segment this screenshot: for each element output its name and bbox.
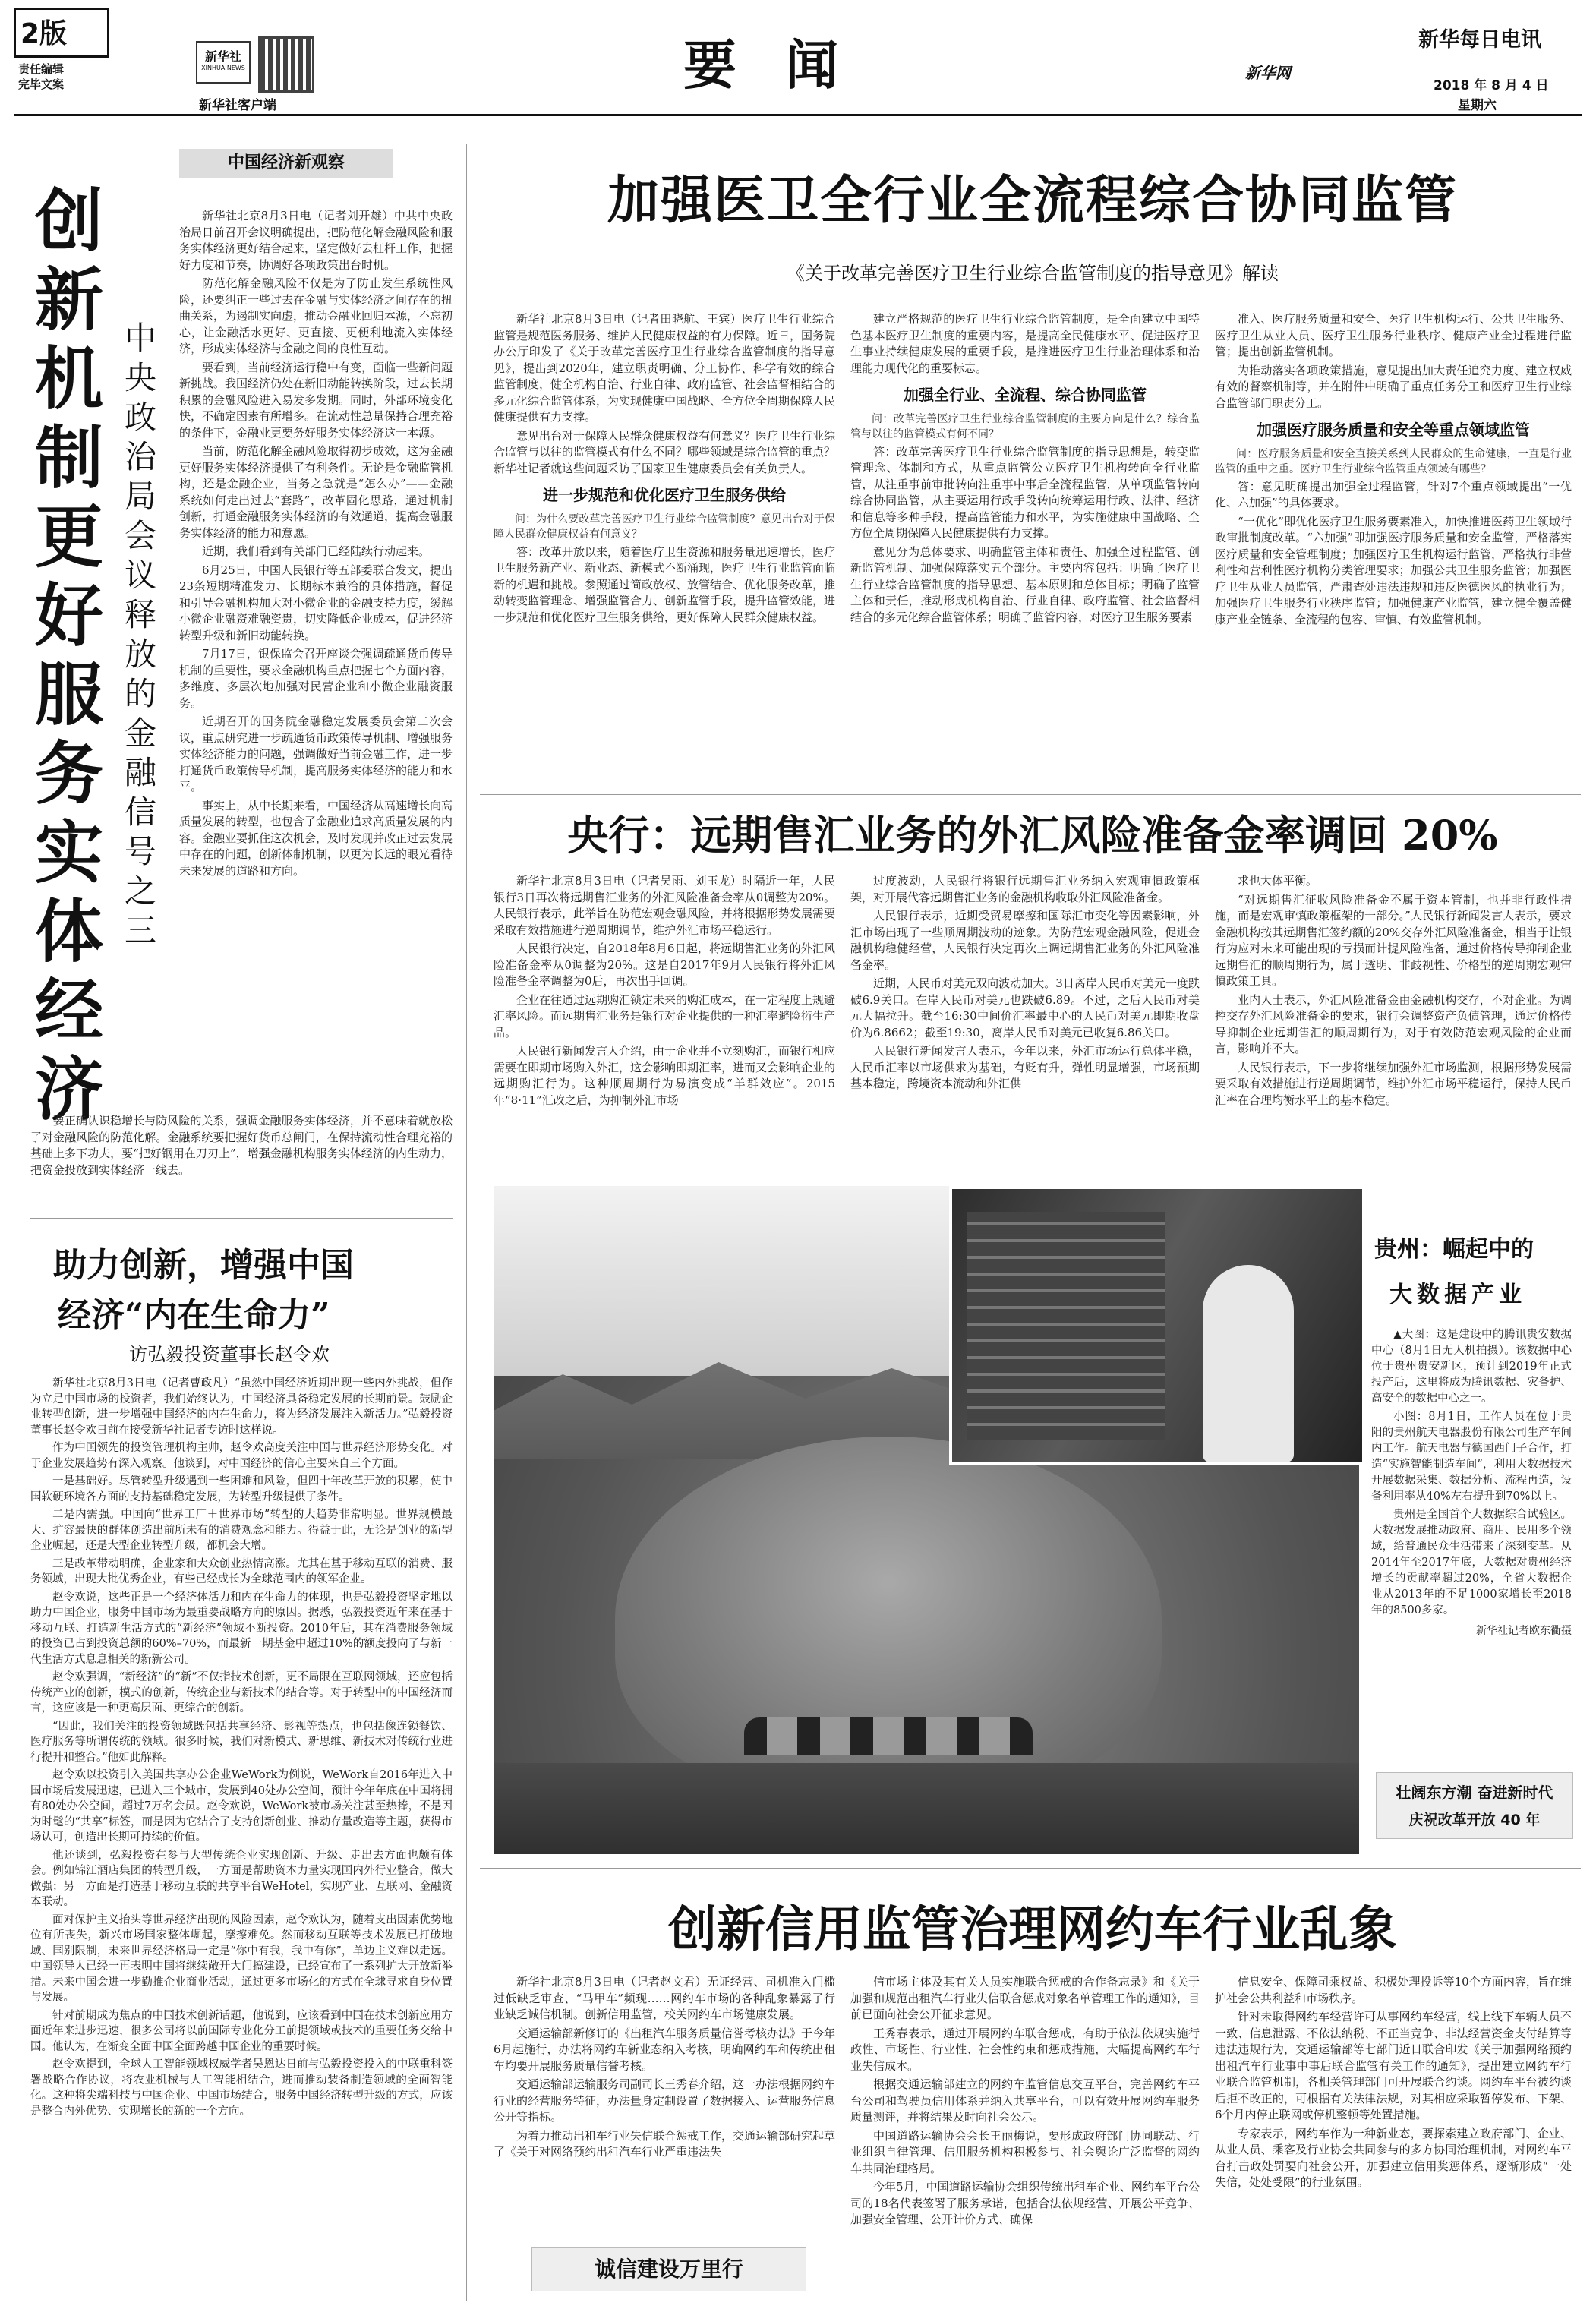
proof-label: 完毕文案: [18, 77, 65, 91]
photo-credit: 新华社记者欧东衢摄: [1476, 1625, 1572, 1637]
page-number-box: [14, 8, 109, 58]
left-divider: [30, 1218, 453, 1219]
bottom-col-3: 信息安全、保障司乘权益、积极处理投诉等10个方面内容，旨在维护社会公共利益和市场秩序。 针对未取得网约车经营许可从事网约车经营，线上线下车辆人员不一致、信息泄露、不依法纳税、不正当竞争、非法经营资金支付结算等违法违规行为，交通运输部等七部门近日联合印发《关于加强网络预约出租汽车行业事中事后联合监管有关工作的通知》，提出建立网约车行业联合监管机制，各相关管理部门可开展联合约谈。网约车平台被约谈后拒不改正的，可根据有关法律法规，对其相应采取暂停发布、下架、6个月内停止联网或停机整顿等处置措施。 专家表示，网约车作为一种新业态，要探索建立政府部门、企业、从业人员、乘客及行业协会共同参与的多方协同治理机制，对网约车平台打击政处罚要向社会公开，加强建立信用奖惩体系，逐渐形成“一处失信，处处受限”的行业氛围。: [1215, 1975, 1572, 2189]
mid-headline: 央行：远期售汇业务的外汇风险准备金率调回 20%: [567, 811, 1498, 860]
left-headline: 创新机制更好服务实体经济: [35, 181, 103, 1130]
worker-inset-photo: [949, 1186, 1365, 1465]
feature2-headline-1: 助力创新，增强中国: [53, 1246, 354, 1285]
column-tag: 中国经济新观察: [179, 149, 393, 178]
worker-figure: [1203, 1265, 1294, 1462]
left-subhead: 中央政治局会议释放的金融信号之三: [125, 320, 157, 949]
top-subhead: 《关于改革完善医疗卫生行业综合监管制度的指导意见》解读: [787, 263, 1279, 284]
tunnel-entrances: [744, 1717, 1033, 1755]
road-curve: [494, 1763, 1359, 1854]
top-col-1: 新华社北京8月3日电（记者田晓航、王宾）医疗卫生行业综合监管是规范医务服务、维护人民健康权益的有力保障。近日，国务院办公厅印发了《关于改革完善医疗卫生行业综合监管制度的指导意见》，提出到2020年，建立职责明确、分工协作、科学有效的综合监管制度，健全机构自治、行业自律、政府监管、社会监督相结合的多元化综合监管体系，为实现健康中国战略、全方位全周期保障人民健康提供有力支撑。 意见出台对于保障人民群众健康权益有何意义？医疗卫生行业综合监管与以往的监管模式有什么不同？哪些领域是综合监管的重点？新华社记者就这些问题采访了国家卫生健康委员会有关负责人。 进一步规范和优化医疗卫生服务供给 问：为什么要改革完善医疗卫生行业综合监管制度？意见出台对于保障人民群众健康权益有何意义？ 答：改革开放以来，随着医疗卫生资源和服务量迅速增长，医疗卫生服务新产业、新业态、新模式不断涌现，医疗卫生行业监管面临新的机遇和挑战。参照通过简政放权、放管结合、优化服务改革，推动转变监管理念、增强监管合力、创新监管手段，提升监管效能，进一步规范和优化医疗卫生服务供给，更好保障人民群众健康权益。: [494, 312, 835, 624]
editor-label: 责任编辑: [18, 62, 65, 76]
brand-name: 新华每日电讯: [1418, 28, 1541, 52]
left-column-rule: [466, 144, 467, 2301]
caption-title-1: 贵州：崛起中的: [1374, 1236, 1534, 1263]
top-col-3: 准入、医疗服务质量和安全、医疗卫生机构运行、公共卫生服务、医疗卫生从业人员、医疗卫生服务行业秩序、健康产业全过程进行监管；提出创新监管机制。 为推动落实各项政策措施，意见提出加大责任追究力度、建立权威有效的督察机制等，并在附件中明确了重点任务分工和医疗卫生行业综合监管部门职责分工。 加强医疗服务质量和安全等重点领域监管 问：医疗服务质量和安全直接关系到人民群众的生命健康，一直是行业监管的重中之重。医疗卫生行业综合监管重点领域有哪些？ 答：意见明确提出加强全过程监管，针对7个重点领域提出“一优化、六加强”的具体要求。 “一优化”即优化医疗卫生服务要素准入，加快推进医药卫生领域行政审批制度改革。“六加强”即加强医疗服务质量和安全监管，严格落实医疗质量和安全管理制度；加强医疗卫生机构运行监管，严格执行非营利性和营利性医疗机构分类管理要求；加强公共卫生服务监管；加强医疗卫生从业人员监管，严肃查处违法违规和违反医德医风的执业行为；加强医疗卫生服务行业秩序监管；加强健康产业监管，建立健全覆盖健康产业全链条、全流程的包容、审慎、有效监管机制。: [1215, 312, 1572, 626]
feature2-body: 新华社北京8月3日电（记者曹政凡）“虽然中国经济近期出现一些内外挑战，但作为立足中国市场的投资者，我们始终认为，中国经济具备稳定发展的长期前景。鼓励企业转型创新，进一步增强中国经济的内在生命力，将为经济发展注入新活力。”弘毅投资董事长赵令欢日前在接受新华社记者专访时这样说。 作为中国领先的投资管理机构主帅，赵令欢高度关注中国与世界经济形势变化。对于企业发展趋势有深入观察。他谈到，对中国经济的信心主要来自三个方面。 一是基础好。尽管转型升级遇到一些困难和风险，但四十年改革开放的积累，使中国软硬环境各方面的支持基础稳定发展，为转型升级提供了条件。 二是内需强。中国向“世界工厂＋世界市场”转型的大趋势非常明显。世界规模最大、扩容最快的群体创造出前所未有的消费观念和能力。得益于此，无论是创业的新型企业崛起，还是大型企业转型升级，都机会大增。 三是改革带动明确，企业家和大众创业热情高涨。尤其在基于移动互联的消费、服务领域，出现大批优秀企业，有些已经成长为全球范围内的领军企业。 赵令欢说，这些正是一个经济体活力和内在生命力的体现，也是弘毅投资坚定地以助力中国企业，服务中国市场为最重要战略方向的原因。据悉，弘毅投资近年来在基于移动互联、打造新生活方式的“新经济”领域不断投资。2010年后，其在消费服务领域的投资已占到投资总额的60%–70%，而最新一期基金中超过10%的额度投向了与新一代生活方式息息相关的新新公司。 赵令欢强调，“新经济”的“新”不仅指技术创新，更不局限在互联网领域，还应包括传统产业的创新，模式的创新，传统企业与新技术的结合等。对于转型中的中国经济而言，这应该是一种更高层面、更综合的创新。 “因此，我们关注的投资领域既包括共享经济、影视等热点，也包括像连锁餐饮、医疗服务等所谓传统的领域。很多时候，我们对新模式、新思维、新技术对传统行业进行提升和整合。”他如此解释。 赵令欢以投资引入美国共享办公企业WeWork为例说，WeWork自2016年进入中国市场后发展迅速，已进入三个城市，发展到40处办公空间，预计今年年底在中国将拥有80处办公空间，超过7万名会员。赵令欢说，WeWork被市场关注甚至热捧，不是因为时髦的“共享”标签，而是因为它结合了支持创新创业、推动存量改造等主题，获得市场认可，创造出长期可持续的价值。 他还谈到，弘毅投资在参与大型传统企业实现创新、升级、走出去方面也颇有体会。例如锦江酒店集团的转型升级，一方面是帮助资本力量实现国内外行业整合，做大做强；另一方面是打造基于移动互联的共享平台WeHotel，实现产业、互联网、金融资本联动。 面对保护主义抬头等世界经济出现的风险因素，赵令欢认为，随着支出因素优势地位有所丧失，新兴市场国家整体崛起，摩擦难免。然而移动互联等技术发展已打破地域、国别限制，未来世界经济格局一定是“你中有我，我中有你”，单边主义难以走远。中国领导人已经一再表明中国将继续敞开大门搞建设，已经宣布了一系列扩大开放新举措。未来中国会进一步勤推企业商业活动，通过更多市场化的方式在全球寻求自身位置与发展。 针对前期成为焦点的中国技术创新话题，他说到，应该看到中国在技术创新应用方面近年来进步迅速，很多公司将以前国际专业化分工前提领域或技术的重要任务交给中国。他认为，在渐变全面中国全面跨越中国企业的重要时候。 赵令欢提到，全球人工智能领域权威学者吴恩达日前与弘毅投资投入的中联重科签署战略合作协议，将农业机械与人工智能相结合，进而推动装备制造领域的全面智能化。这种将尖端科技与中国企业、中国市场结合，服务中国经济转型升级的方式，应该是整合内外优势、实现增长的新的一个方向。: [30, 1377, 453, 2118]
machine-panel: [967, 1212, 1165, 1440]
anniversary-badge: 壮阔东方潮 奋进新时代 庆祝改革开放 40 年: [1376, 1772, 1573, 1839]
bottom-col-2: 信市场主体及其有关人员实施联合惩戒的合作备忘录》和《关于加强和规范出租汽车行业失信联合惩戒对象名单管理工作的通知》，目前已面向社会公开征求意见。 王秀春表示，通过开展网约车联合惩戒，有助于依法依规实施行政性、市场性、行业性、社会性约束和惩戒措施，大幅提高网约车行业失信成本。 根据交通运输部建立的网约车监管信息交互平台，完善网约车平台公司和驾驶员信用体系并纳入共享平台，可以有效开展网约车服务质量测评，并将结果及时向社会公示。 中国道路运输协会会长王丽梅说，要形成政府部门协同联动、行业组织自律管理、信用服务机构积极参与、社会舆论广泛监督的网约车共同治理格局。 今年5月，中国道路运输协会组织传统出租车企业、网约车平台公司的18名代表签署了服务承诺，包括合法依规经营、开展公平竞争、加强安全管理、公开计价方式、确保: [850, 1975, 1200, 2226]
section-title: 要 闻: [683, 33, 854, 96]
issue-date: 2018 年 8 月 4 日: [1434, 78, 1549, 93]
left-article-body: 新华社北京8月3日电（记者刘开雄）中共中央政治局日前召开会议明确提出，把防范化解金融风险和服务实体经济更好结合起来，坚定做好去杠杆工作，把握好力度和节奏，协调好各项政策出台时机。 防范化解金融风险不仅是为了防止发生系统性风险，还要纠正一些过去在金融与实体经济之间存在的扭曲关系，为遏制实向虚，推动金融业回归本源，不忘初心，让金融活水更好、更直接、更便利地流入实体经济，形成实体经济与金融之间的良性互动。 要看到，当前经济运行稳中有变，面临一些新问题新挑战。我国经济仍处在新旧动能转换阶段，过去长期积累的金融风险进入易发多发期。同时，外部环境变化快，不确定因素有所增多。在流动性总量保持合理充裕的条件下，金融业更要务好服务实体经济这一本源。 当前，防范化解金融风险取得初步成效，这为金融更好服务实体经济提供了有利条件。无论是金融监管机构，还是金融企业，当务之急就是“怎么办”——金融系统如何走出过去“套路”，改革固化思路，通过机制创新，打通金融服务实体经济的有效通道，提高金融服务实体经济的能力和意愿。 近期，我们看到有关部门已经陆续行动起来。 6月25日，中国人民银行等五部委联合发文，提出23条短期精准发力、长期标本兼治的具体措施，督促和引导金融机构加大对小微企业的金融支持力度，缓解小微企业融资难融资贵，切实降低企业成本，促进经济转型升级和新旧动能转换。 7月17日，银保监会召开座谈会强调疏通货币传导机制的重要性，要求金融机构重点把握七个方面内容，多维度、多层次地加强对民营企业和小微企业融资服务。 近期召开的国务院金融稳定发展委员会第二次会议，重点研究进一步疏通货币政策传导机制、增强服务实体经济能力的问题，强调做好当前金融工作，进一步打通货币政策传导机制，提高服务实体经济的能力和水平。 事实上，从中长期来看，中国经济从高速增长向高质量发展的转型，也包含了金融业追求高质量发展的内容。金融业要抓住这次机会，及时发现并改正过去发展中存在的问题，创新体制机制，以更为长远的眼光看待未来发展的道路和方向。: [179, 209, 453, 878]
photo-caption: ▲大图：这是建设中的腾讯贵安数据中心（8月1日无人机拍摄）。该数据中心位于贵州贵安新区，预计到2019年正式投产后，这里将成为腾讯数据、灾备护、高安全的数据中心之一。 小图：8月1日，工作人员在位于贵阳的贵州航天电器股份有限公司生产车间内工作。航天电器与德国西门子合作，打造“实施智能制造车间”，利用大数据技术开展数据采集、数据分析、流程再造，设备利用率从40%左右提升到70%以上。 贵州是全国首个大数据综合试验区。大数据发展推动政府、商用、民用多个领域，给普通民众生活带来了深刻变革。从2014年至2017年底，大数据对贵州经济增长的贡献率超过20%，全省大数据企业从2013年的不足1000家增长至2018年的8500多家。 新华社记者欧东衢摄: [1371, 1327, 1572, 1752]
top-divider: [480, 794, 1581, 795]
feature2-headline-2: 经济“内在生命力”: [58, 1296, 330, 1335]
client-label: 新华社客户端: [199, 98, 276, 113]
left-article-tail: 要正确认识稳增长与防风险的关系，强调金融服务实体经济，并不意味着就放松了对金融风险的防范化解。金融系统要把握好货币总闸门，在保持流动性合理充裕的基础上多下功夫，要“把好钢用在刀刃上”，增强金融机构服务实体经济的内生动力，把资金投放到实体经济一线去。: [30, 1114, 453, 1177]
news-logo: 新华网: [1245, 64, 1291, 82]
page-number: 2版: [21, 18, 68, 49]
top-headline: 加强医卫全行业全流程综合协同监管: [607, 170, 1458, 231]
mid-col-2: 过度波动，人民银行将银行远期售汇业务纳入宏观审慎政策框架，对开展代客远期售汇业务的金融机构收取外汇风险准备金。 人民银行表示，近期受贸易摩擦和国际汇市变化等因素影响，外汇市场出现了一些顺周期波动的迹象。为防范宏观金融风险，促进金融机构稳健经营，人民银行决定再次上调远期售汇业务的外汇风险准备金率。 近期，人民币对美元双向波动加大。3日离岸人民币对美元一度跌破6.9关口。在岸人民币对美元也跌破6.89。不过，之后人民币对美元大幅拉升。截至16:30中间价汇率最中心的人民币对美元即期收盘价为6.8662；截至19:30，离岸人民币对美元已收复6.86关口。 人民银行新闻发言人表示，今年以来，外汇市场运行总体平稳，人民币汇率以市场供求为基础，有贬有升，弹性明显增强，市场预期基本稳定，跨境资本流动和外汇供: [850, 874, 1200, 1090]
feature2-byline: 访弘毅投资董事长赵令欢: [129, 1344, 330, 1365]
mid-col-3: 求也大体平衡。 “对远期售汇征收风险准备金不属于资本管制，也并非行政性措施，而是宏观审慎政策框架的一部分。”人民银行新闻发言人表示，要求金融机构按其远期售汇签约额的20%交存外汇风险准备金，相当于让银行为应对未来可能出现的亏损而计提风险准备，通过价格传导抑制企业远期售汇的顺周期行为，属于透明、非歧视性、价格型的逆周期宏观审慎政策工具。 业内人士表示，外汇风险准备金由金融机构交存，不对企业。为调控交存外汇风险准备金的要求，银行会调整资产负债管理，通过价格传导抑制企业远期售汇的顺周期行为，对于有效防范宏观风险的企业而言，影响并不大。 人民银行表示，下一步将继续加强外汇市场监测，根据形势发展需要采取有效措施进行逆周期调节，维护外汇市场平稳运行，保持人民币汇率在合理均衡水平上的基本稳定。: [1215, 874, 1572, 1107]
bottom-col-1: 新华社北京8月3日电（记者赵文君）无证经营、司机准入门槛过低缺乏审查、“马甲车”频现……网约车市场的各种乱象暴露了行业缺乏诚信机制。创新信用监管，校关网约车市场健康发展。 交通运输部新修订的《出租汽车服务质量信誉考核办法》于今年6月起施行，办法将网约车新业态纳入考核，明确网约车和传统出租车均要开展服务质量信誉考核。 交通运输部运输服务司副司长王秀春介绍，这一办法根据网约车行业的经营服务特征，办法量身定制设置了数据接入、运营服务信息公开等指标。 为着力推动出租车行业失信联合惩戒工作，交通运输部研究起草了《关于对网络预约出租汽车行业严重违法失: [494, 1975, 835, 2159]
top-col-2: 建立严格规范的医疗卫生行业综合监管制度，是全面建立中国特色基本医疗卫生制度的重要内容，是提高全民健康水平、促进医疗卫生事业持续健康发展的重要手段，是推进医疗卫生行业治理体系和治理能力现代化的重要标志。 加强全行业、全流程、综合协同监管 问：改革完善医疗卫生行业综合监管制度的主要方向是什么？综合监管与以往的监管模式有何不同？ 答：改革完善医疗卫生行业综合监管制度的指导思想是，转变监管理念、体制和方式，从重点监管公立医疗卫生机构转向全行业监管，从注重事前审批转向注重事中事后全流程监管，从单项监管转向综合协同监管，从主要运用行政手段转向统筹运用行政、法律、经济和信息等多种手段，提高监管能力和水平，为实施健康中国战略、全方位全周期保障人民健康提供有力支撑。 意见分为总体要求、明确监管主体和责任、加强全过程监管、创新监管机制、加强保障落实五个部分。主要内容包括：明确了医疗卫生行业综合监管制度的指导思想、基本原则和总体目标；明确了监管主体和责任，推动形成机构自治、行业自律、政府监管、社会监督相结合的多元化综合监管体系；明确了监管内容，对医疗卫生服务要素: [850, 312, 1200, 624]
masthead-rule: [14, 114, 1582, 116]
xinhua-logo: 新华社 XINHUA NEWS: [196, 41, 251, 84]
bottom-headline: 创新信用监管治理网约车行业乱象: [668, 1901, 1397, 1958]
caption-title-2: 大数据产业: [1389, 1282, 1526, 1308]
qr-code-icon[interactable]: [258, 36, 314, 93]
issue-weekday: 星期六: [1458, 98, 1497, 113]
photo-divider: [480, 1868, 1581, 1869]
mid-col-1: 新华社北京8月3日电（记者吴雨、刘玉龙）时隔近一年，人民银行3日再次将远期售汇业务的外汇风险准备金率从0调整为20%。人民银行表示，此举旨在防范宏观金融风险，并将根据形势发展需要采取有效措施进行逆周期调节，维护外汇市场平稳运行。 人民银行决定，自2018年8月6日起，将远期售汇业务的外汇风险准备金率从0调整为20%。这是自2017年9月人民银行将外汇风险准备金率调整为0后，再次出手回调。 企业在往通过远期购汇锁定未来的购汇成本，在一定程度上规避汇率风险。而远期售汇业务是银行对企业提供的一种汇率避险衍生产品。 人民银行新闻发言人介绍，由于企业并不立刻购汇，而银行相应需要在即期市场购入外汇，这会影响即期汇率，进而又会影响企业的远期购汇行为。这种顺周期行为易演变成“羊群效应”。2015年“8·11”汇改之后，为抑制外汇市场: [494, 874, 835, 1107]
integrity-banner: 诚信建设万里行: [531, 2247, 806, 2291]
